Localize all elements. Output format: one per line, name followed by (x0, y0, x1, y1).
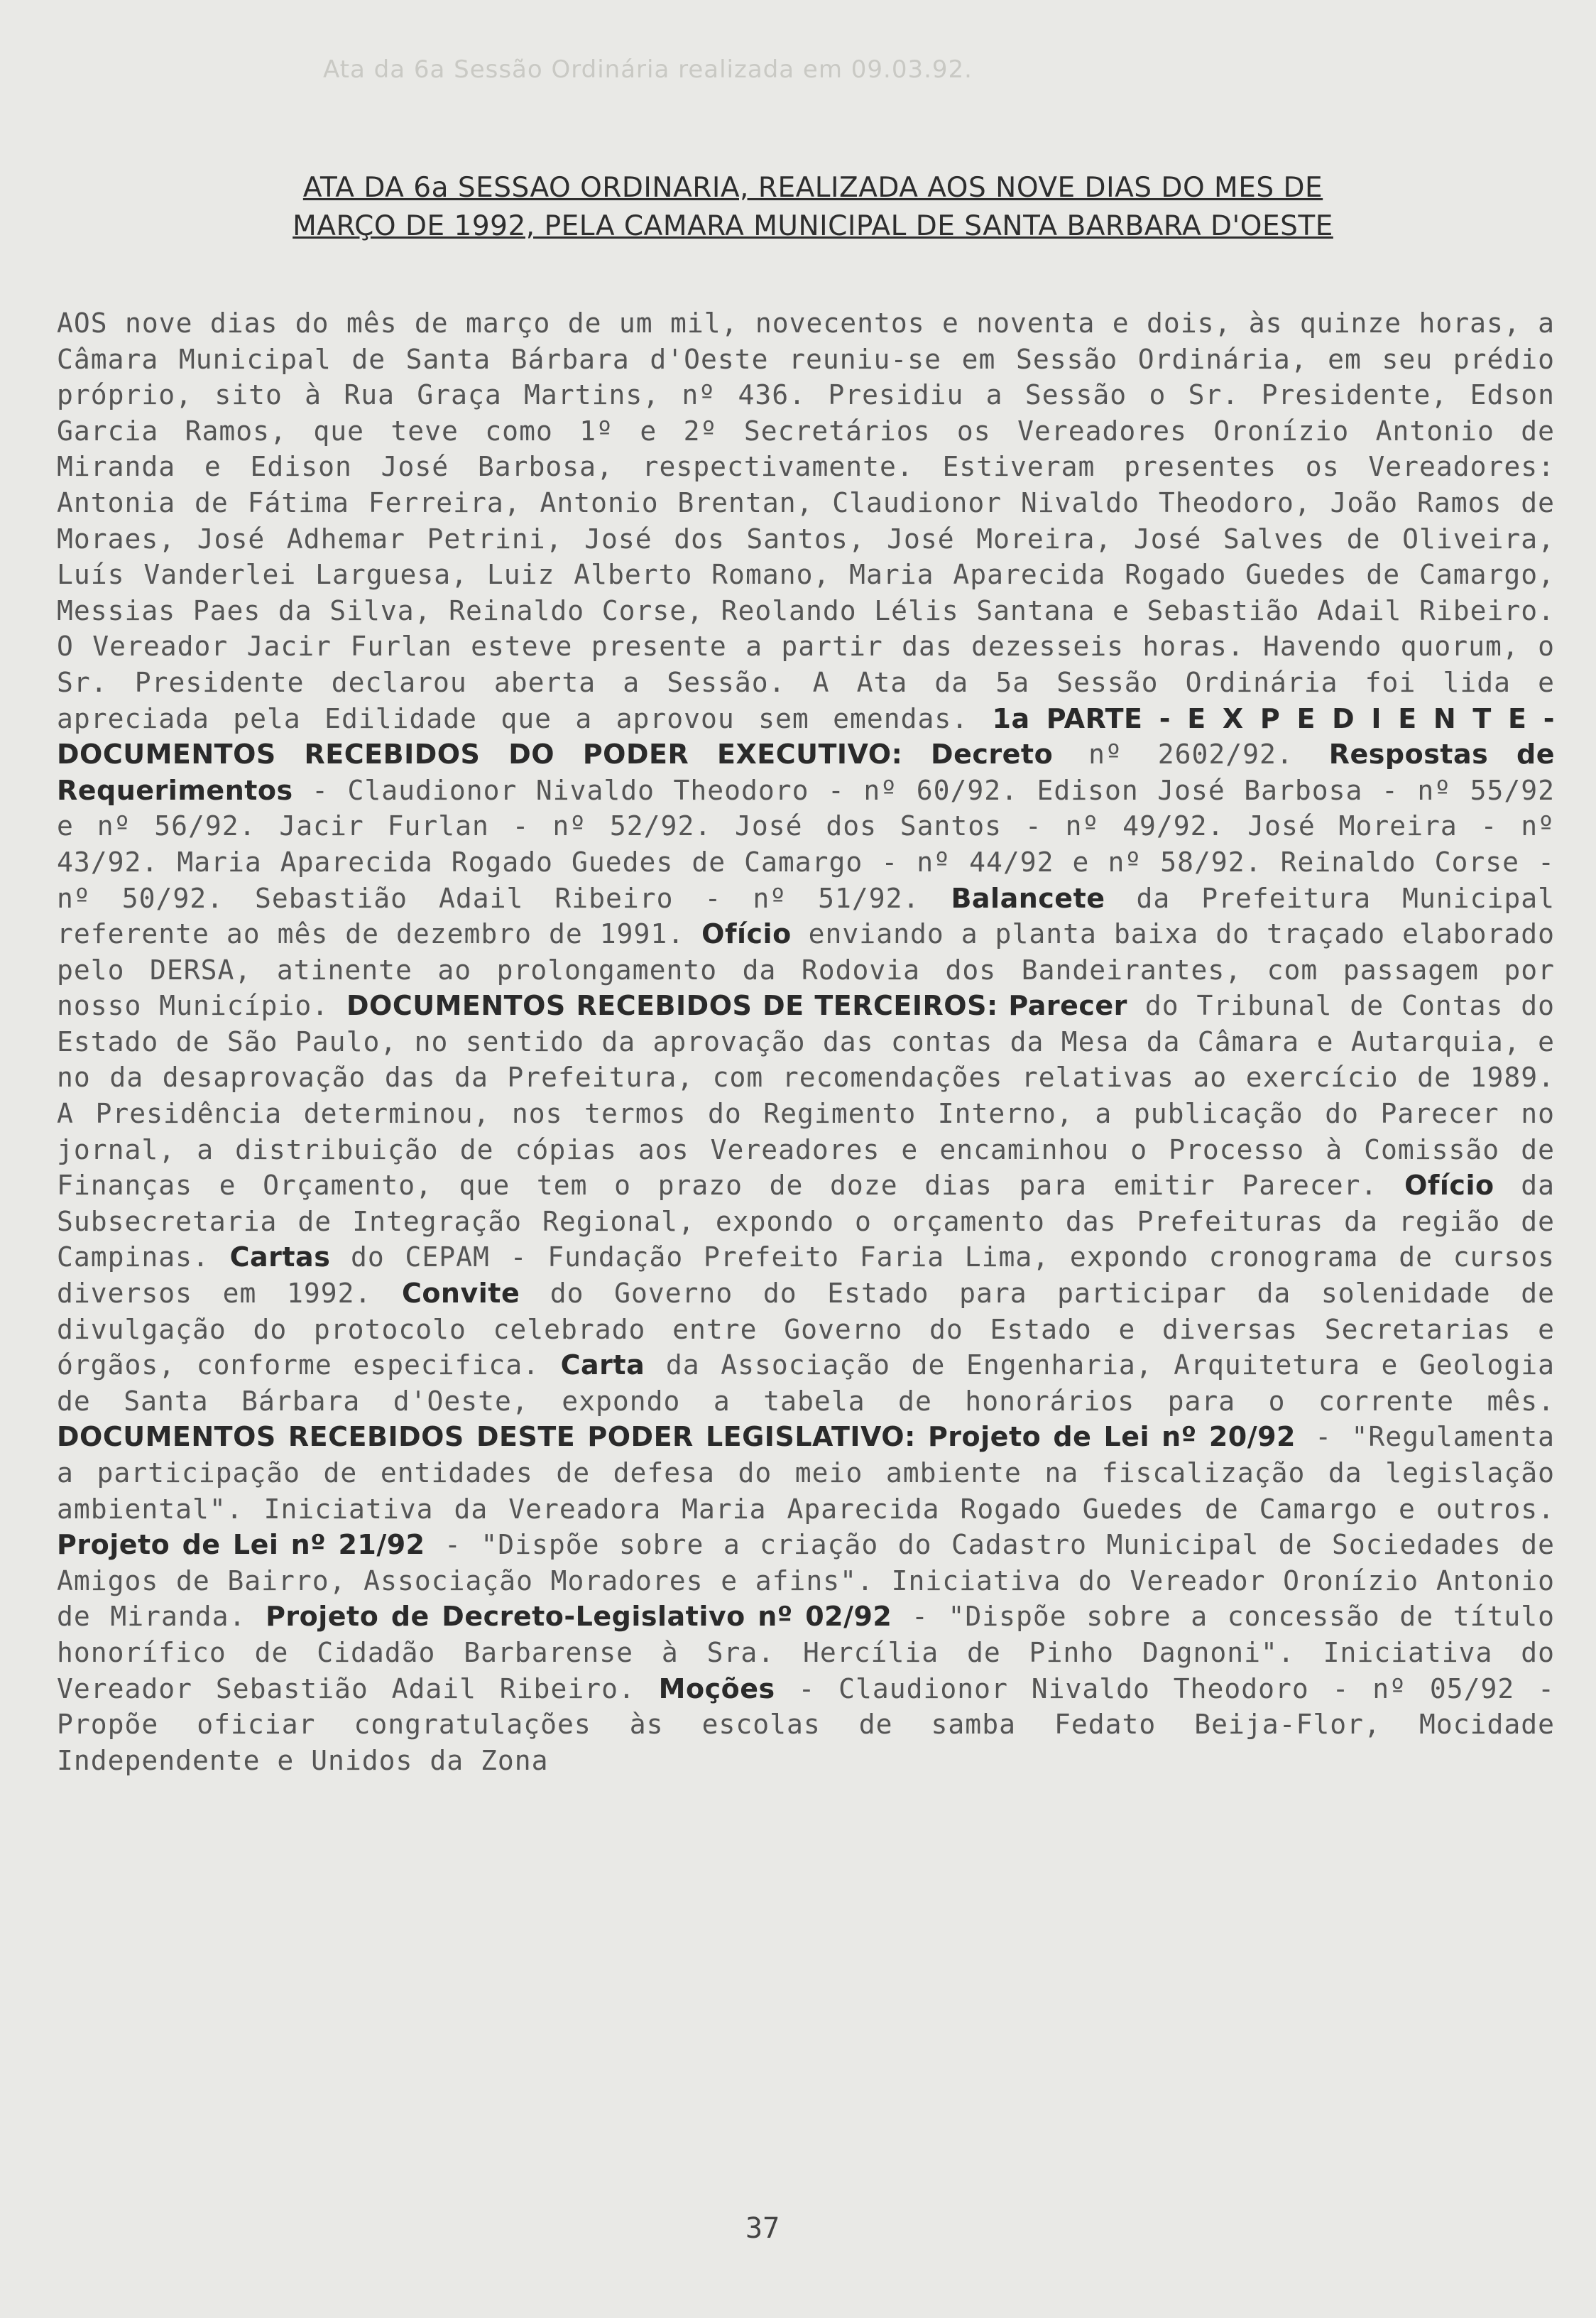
bold-heading-segment: Projeto de Decreto-Legislativo nº 02/92 (266, 1601, 892, 1633)
bold-heading-segment: Ofício (701, 918, 792, 950)
text-segment: - Claudionor Nivaldo Theodoro - nº 60/92. Edison José Barbosa - nº 55/92 e nº 56/92. Jacir Furlan - nº 52/92. José dos Santos - nº 49/92. José Moreira - nº 43/92. Maria Aparecida Rogado Guedes de Camargo - nº 44/92 e nº 58/92. Reinaldo Corse - nº 50/92. Sebastião Adail Ribeiro - nº 51/92. (57, 774, 1555, 914)
bold-heading-segment: Convite (401, 1278, 520, 1310)
text-segment: da Subsecretaria de Integração Regional, expondo o orçamento das Prefeituras da região de Campinas. (57, 1170, 1555, 1273)
text-segment: nº 2602/92. (1053, 739, 1329, 771)
bold-heading-segment: Carta (560, 1349, 645, 1381)
bold-heading-segment: Cartas (229, 1241, 331, 1273)
text-segment: enviando a planta baixa do traçado elaborado pelo DERSA, atinente ao prolongamento da Rodovia dos Bandeirantes, com passagem por nosso Município. (57, 918, 1555, 1022)
bold-heading-segment: 1a PARTE - E X P E D I E N T E - DOCUMENTOS RECEBIDOS DO PODER EXECUTIVO: Decreto (57, 702, 1555, 771)
text-segment: do Tribunal de Contas do Estado de São Paulo, no sentido da aprovação das contas da Mesa da Câmara e Autarquia, e no da desaprovação das da Prefeitura, com recomendações relativas ao exercício de 1989. A Presidência determinou, nos termos do Regimento Interno, a publicação do Parecer no jornal, a distribuição de cópias aos Vereadores e encaminhou o Processo à Comissão de Finanças e Orçamento, que tem o prazo de doze dias para emitir Parecer. (57, 990, 1555, 1202)
bold-heading-segment: Ofício (1404, 1170, 1494, 1202)
bold-heading-segment: Respostas de Requerimentos (57, 739, 1555, 806)
text-segment: AOS nove dias do mês de março de um mil, novecentos e noventa e dois, às quinze horas, a Câmara Municipal de Santa Bárbara d'Oeste reuniu-se em Sessão Ordinária, em seu prédio próprio, sito à Rua Graça Martins, nº 436. Presidiu a Sessão o Sr. Presidente, Edson Garcia Ramos, que teve como 1º e 2º Secretários os Vereadores Oronízio Antonio de Miranda e Edison José Barbosa, respectivamente. Estiveram presentes os Vereadores: Antonia de Fátima Ferreira, Antonio Brentan, Claudionor Nivaldo Theodoro, João Ramos de Moraes, José Adhemar Petrini, José dos Santos, José Moreira, José Salves de Oliveira, Luís Vanderlei Larguesa, Luiz Alberto Romano, Maria Aparecida Rogado Guedes de Camargo, Messias Paes da Silva, Reinaldo Corse, Reolando Lélis Santana e Sebastião Adail Ribeiro. O Vereador Jacir Furlan esteve presente a partir das dezesseis horas. Havendo quorum, o Sr. Presidente declarou aberta a Sessão. A Ata da 5a Sessão Ordinária foi lida e apreciada pela Edilidade que a aprovou sem emendas. (57, 308, 1555, 734)
bleed-through-header: Ata da 6a Sessão Ordinária realizada em 09.03.92. (323, 55, 973, 84)
text-segment: - "Regulamenta a participação de entidades de defesa do meio ambiente na fiscalização da legislação ambiental". Iniciativa da Vereadora Maria Aparecida Rogado Guedes de Camargo e outros. (57, 1421, 1555, 1525)
text-segment: - "Dispõe sobre a criação do Cadastro Municipal de Sociedades de Amigos de Bairro, Associação Moradores e afins". Iniciativa do Vereador Oronízio Antonio de Miranda. (57, 1529, 1555, 1633)
title-line-1: ATA DA 6a SESSAO ORDINARIA, REALIZADA AOS NOVE DIAS DO MES DE (302, 172, 1323, 204)
bold-heading-segment: Projeto de Lei nº 21/92 (57, 1529, 425, 1561)
minutes-body-text (57, 305, 1555, 1778)
bold-heading-segment: DOCUMENTOS RECEBIDOS DESTE PODER LEGISLATIVO: Projeto de Lei nº 20/92 (57, 1421, 1296, 1453)
bold-heading-segment: Balancete (951, 882, 1105, 914)
bold-heading-segment: DOCUMENTOS RECEBIDOS DE TERCEIROS: Parecer (346, 990, 1127, 1022)
text-segment: da Associação de Engenharia, Arquitetura e Geologia de Santa Bárbara d'Oeste, expondo a tabela de honorários para o corrente mês. (57, 1349, 1555, 1417)
page-number: 37 (745, 2212, 780, 2245)
text-segment: do Governo do Estado para participar da solenidade de divulgação do protocolo celebrado entre Governo do Estado e diversas Secretarias e órgãos, conforme especifica. (57, 1278, 1555, 1381)
text-segment: da Prefeitura Municipal referente ao mês de dezembro de 1991. (57, 882, 1555, 950)
text-segment: - "Dispõe sobre a concessão de título honorífico de Cidadão Barbarense à Sra. Hercília de Pinho Dagnoni". Iniciativa do Vereador Sebastião Adail Ribeiro. (57, 1601, 1555, 1704)
document-title (156, 169, 1470, 246)
text-segment: do CEPAM - Fundação Prefeito Faria Lima, expondo cronograma de cursos diversos em 1992. (57, 1241, 1555, 1310)
text-segment: - Claudionor Nivaldo Theodoro - nº 05/92 - Propõe oficiar congratulações às escolas de samba Fedato Beija-Flor, Mocidade Independente e Unidos da Zona (57, 1672, 1555, 1776)
bold-heading-segment: Moções (658, 1672, 775, 1704)
title-line-2: MARÇO DE 1992, PELA CAMARA MUNICIPAL DE SANTA BARBARA D'OESTE (293, 210, 1333, 242)
